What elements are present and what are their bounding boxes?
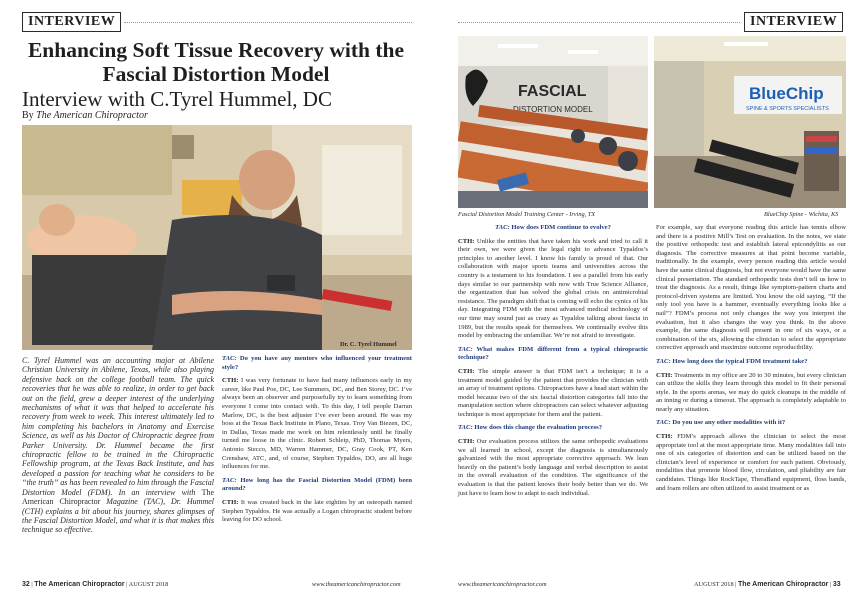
main-photo <box>22 125 412 350</box>
question-1: TAC: Do you have any mentors who influenced your treatment style? <box>222 355 412 371</box>
question-6: TAC: How long does the typical FDM treatment take? <box>656 357 808 365</box>
bluechip-illustration <box>654 36 846 208</box>
header-rule-left <box>124 22 412 23</box>
answer-3: CTH: Unlike the entities that have taken his work and tried to call it their own, we were given the legal right to advance Typaldos’s principles to another level. I know his family is proud of that. Our collaboration with major sports teams and universities across the country is a testament to his foundation. I see a parallel from his early days similar to our partnership with now with True Science Alliance, the organization that has solved the global crisis on antimicrobial resistance. The paradigm shift that is coming will echo the cynics of his day. Integrating FDM with the most advanced medical technology of our time may sound just as crazy as Typaldos talking about fascia in 1989, but the results speak for themselves. We continually evolve this model by embracing the unfamiliar. We’re not afraid to investigate. <box>458 237 648 340</box>
left-column-2 <box>222 355 412 530</box>
bluechip-photo <box>654 36 846 208</box>
article-subtitle: Interview with C.Tyrel Hummel, DC <box>22 87 332 111</box>
bluechip-caption: BlueChip Spine - Wichita, KS <box>764 211 839 218</box>
question-3: TAC: How does FDM continue to evolve? <box>495 224 611 231</box>
intro-text-1: C. Tyrel Hummel was an accounting major at Abilene Christian University in Abilene, Texas, while also playing defensive back on the college football team. The quick recoveries that he was able to realize, in order to get back out on the field, grew a deeper interest of the underlying mechanisms of what it was that helped to accelerate his recovery from week to week. This interest ultimately led to him completing his bachelors in Anatomy and Exercise Science, as well as his Doctor of Chiropractic degree from Parker University. Dr. Hummel became the first chiropractic fellow to be trained in the Chiropractic Fellowship program, at the Texas Back Institute, and has developed a passion for teaching what he considers to be “the truth” as has been revealed to him through the Fascial Distortion Model (FDM). In an interview with <box>22 356 214 497</box>
footer-right: AUGUST 2018 | The American Chiropractor | 33 <box>694 581 841 588</box>
answer-2: CTH: It was created back in the late eighties by an osteopath named Stephen Typaldos. He was actually a Logan chiropractic student before leaving for DO school. <box>222 498 412 524</box>
footer-left: 32 | The American Chiropractor | AUGUST 2018 <box>22 581 169 588</box>
intro-text-2: Magazine (TAC), Dr. Hummel (CTH) explains a bit about his journey, shares glimpses of the Fascial Distortion Model, and what it is that makes this technique so effective. <box>22 497 215 535</box>
byline-author: The American Chiropractor <box>36 110 148 121</box>
footer-date-right: AUGUST 2018 <box>694 581 734 588</box>
intro-magazine: The American Chiropractor <box>22 487 215 507</box>
right-column-1 <box>458 224 648 503</box>
training-center-caption: Fascial Distortion Model Training Center - Irving, TX <box>458 211 596 218</box>
page-number-left: 32 <box>22 581 30 588</box>
question-7: TAC: Do you use any other modalities with it? <box>656 419 786 427</box>
main-photo-caption: Dr. C. Tyrel Hummel <box>340 341 397 348</box>
section-tag-left: INTERVIEW <box>22 12 121 32</box>
byline-prefix: By <box>22 110 34 121</box>
intro-paragraph <box>22 356 214 535</box>
section-tag-right: INTERVIEW <box>744 12 843 32</box>
byline <box>22 110 148 121</box>
answer-6: CTH: Treatments in my office are 20 to 30 minutes, but every clinician can utilize the skills they learn through this model to fit their personal style. In the sports arenas, we may do quick cleanups in the middle of an inning or during a timeout. The approach is completely adaptable to nearly any situation. <box>656 371 846 413</box>
training-sign-line2: DISTORTION MODEL <box>513 105 593 114</box>
footer-url-left: www.theamericanchiropractor.com <box>312 581 401 588</box>
bluechip-sign-line2: SPINE & SPORTS SPECIALISTS <box>746 106 829 112</box>
answer-1: CTH: I was very fortunate to have had many influences early in my career, like Paul Poe, DC, Lee Summers, DC, and Ben Storey, DC. I’ve always been an observer and purposefully try to learn something from everyone I come into contact with. To this day, I tell people Darran Marlow, DC, is the best adjuster I’ve ever been around. He was my boss at the Texas Back Institute in Plano, Texas. Troy Van Biezen, DC, in Dallas, Texas made me work on him relentlessly until he finally turned me loose in the clinic. Robert Schleip, PhD, Thomas Myers, Antonio Stecco, MD, Warren Hammer, DC, Gray Cook, PT, Ken Crenshaw, ATC, and, of course, Stephen Typaldos, DO, are all huge influences for me. <box>222 377 412 471</box>
question-4: TAC: What makes FDM different from a typical chiropractic technique? <box>458 345 649 362</box>
main-photo-illustration <box>22 125 412 350</box>
header-rule-right <box>458 22 740 23</box>
training-sign-line1: FASCIAL <box>518 83 587 100</box>
footer-magazine-right: The American Chiropractor <box>738 581 829 588</box>
footer-date-left: AUGUST 2018 <box>128 581 169 588</box>
answer-4: CTH: The simple answer is that FDM isn’t a technique; it is a treatment model guided by the patient that provides the clinician with an array of treatment options. Chiropractors have a head start within the model because two of the six fascial distortion categories fall into the manipulation section where chiropractors can select whatever adjusting technique is most appropriate for them and the patient. <box>458 367 649 418</box>
answer-7: CTH: FDM’s approach allows the clinician to select the most appropriate tool at the most appropriate time. Many modalities fall into one of six categories of distortion and can be utilized based on the clinician’s level of experience or comfort for each patient. Obviously, modalities that promote blood flow, circulation, and pliability are fair candidates. Things like RockTape, TheraBand equipment, floss bands, and foam rollers are often utilized to assist treatment or as <box>656 433 847 492</box>
question-2: TAC: How long has the Fascial Distortion Model (FDM) been around? <box>222 476 412 493</box>
question-5: TAC: How does this change the evaluation process? <box>458 424 603 432</box>
footer-magazine-left: The American Chiropractor <box>34 581 125 588</box>
right-column-2 <box>656 224 846 498</box>
example-paragraph: For example, say that everyone reading this article has tennis elbow and there is a positive Mill’s Test on evaluation. In the notes, we state the positive orthopedic test and establish lateral epicondylitis as our diagnosis. The corrective measures at that point become variable, traditionally. In the example, every person reading this article would have the same clinical diagnosis, but not everyone would have the same clinical presentation. The standard orthopedic tests don’t tell us how to treat the diagnosis. As a result, things like symptom-pattern charts and protocol-driven systems are limited. You know the old saying, “If the only tool you have is a hammer, eventually everything looks like a nail”? FDM’s process not only changes the way you interpret the evaluation, but it also changes the way you think. In the above example, the same diagnosis will present in one of six ways, or a combination of the six, allowing the clinician to select the appropriate corrective approach and maximize outcome reproducibility. <box>656 224 846 352</box>
bluechip-sign-line1: BlueChip <box>749 84 824 103</box>
page-number-right: 33 <box>832 581 841 588</box>
footer-url-right: www.theamericanchiropractor.com <box>458 581 547 588</box>
answer-5: CTH: Our evaluation process utilizes the same orthopedic evaluations we all learned in school, except the diagnosis is simultaneously galvanized with the most appropriate corrective approach. We lean heavily on the patient’s body language and verbal description to assist in the overall evaluation of the condition. The significance of the evaluation is that the patient knows their body better than we do. We just have to learn how to adapt to each individual. <box>458 438 649 497</box>
article-title: Enhancing Soft Tissue Recovery with the Fascial Distortion Model <box>27 38 405 86</box>
training-center-photo <box>458 36 648 208</box>
training-center-illustration <box>458 36 648 208</box>
